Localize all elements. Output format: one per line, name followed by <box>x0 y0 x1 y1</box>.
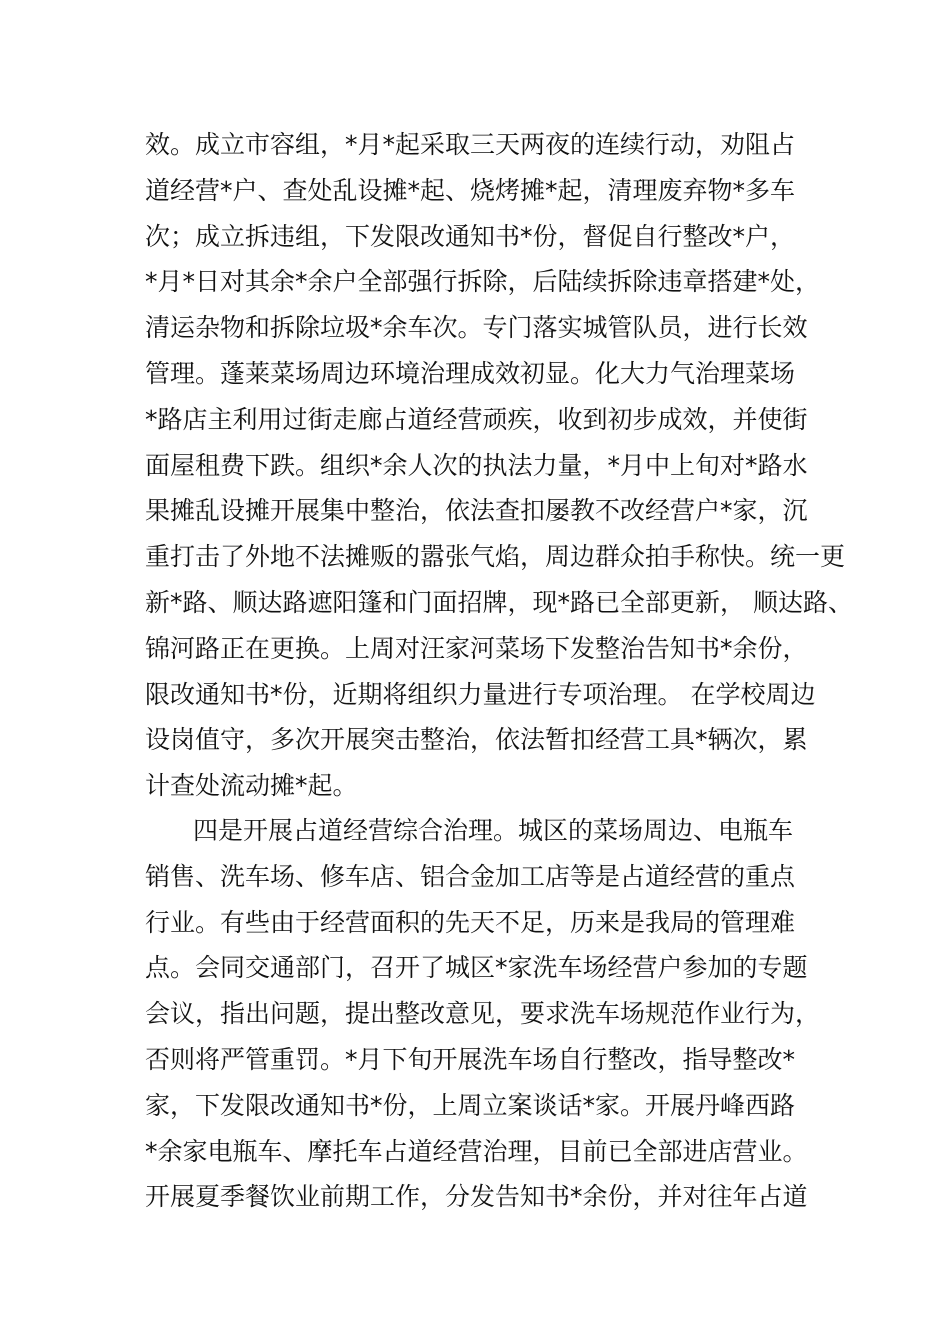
text-line: 家，下发限改通知书*份，上周立案谈话*家。开展丹峰西路 <box>145 1090 796 1120</box>
text-line: 行业。有些由于经营面积的先天不足，历来是我局的管理难 <box>145 907 796 937</box>
paragraph-1 <box>145 122 853 809</box>
paragraph-2 <box>145 808 845 1220</box>
text-line: 效。成立市容组，*月*起采取三天两夜的连续行动，劝阻占 <box>145 130 796 159</box>
text-line: 计查处流动摊*起。 <box>145 771 358 801</box>
text-line: 清运杂物和拆除垃圾*余车次。专门落实城管队员，进行长效 <box>145 313 808 343</box>
text-line: 设岗值守，多次开展突击整治，依法暂扣经营工具*辆次，累 <box>145 725 808 755</box>
text-line: *余家电瓶车、摩托车占道经营治理，目前已全部进店营业。 <box>145 1136 808 1166</box>
text-line: 销售、洗车场、修车店、铝合金加工店等是占道经营的重点 <box>145 861 796 891</box>
text-line: 点。会同交通部门，召开了城区*家洗车场经营户参加的专题 <box>145 953 808 983</box>
text-line: 道经营*户、查处乱设摊*起、烧烤摊*起，清理废弃物*多车 <box>145 175 796 205</box>
text-line: 面屋租费下跌。组织*余人次的执法力量，*月中上旬对*路水 <box>145 450 808 480</box>
text-line: *月*日对其余*余户全部强行拆除，后陆续拆除违章搭建*处， <box>145 267 821 297</box>
text-line: 限改通知书*份，近期将组织力量进行专项治理。 在学校周边 <box>145 679 816 709</box>
text-line: 锦河路正在更换。上周对汪家河菜场下发整治告知书*余份， <box>145 633 808 663</box>
text-line: 次；成立拆违组，下发限改通知书*份，督促自行整改*户， <box>145 221 796 251</box>
text-line: 否则将严管重罚。*月下旬开展洗车场自行整改，指导整改* <box>145 1044 796 1074</box>
text-line: 会议，指出问题，提出整改意见，要求洗车场规范作业行为， <box>145 999 821 1029</box>
text-line: *路店主利用过街走廊占道经营顽疾，收到初步成效，并使街 <box>145 404 808 434</box>
text-line: 新*路、顺达路遮阳篷和门面招牌，现*路已全部更新， 顺达路、 <box>145 587 853 617</box>
text-line: 重打击了外地不法摊贩的嚣张气焰，周边群众拍手称快。统一更 <box>145 542 846 572</box>
text-line-indented: 四是开展占道经营综合治理。城区的菜场周边、电瓶车 <box>193 816 794 845</box>
text-line: 管理。蓬莱菜场周边环境治理成效初显。化大力气治理菜场 <box>145 358 796 388</box>
text-line: 果摊乱设摊开展集中整治，依法查扣屡教不改经营户*家，沉 <box>145 496 808 526</box>
text-line: 开展夏季餐饮业前期工作，分发告知书*余份，并对往年占道 <box>145 1182 808 1212</box>
